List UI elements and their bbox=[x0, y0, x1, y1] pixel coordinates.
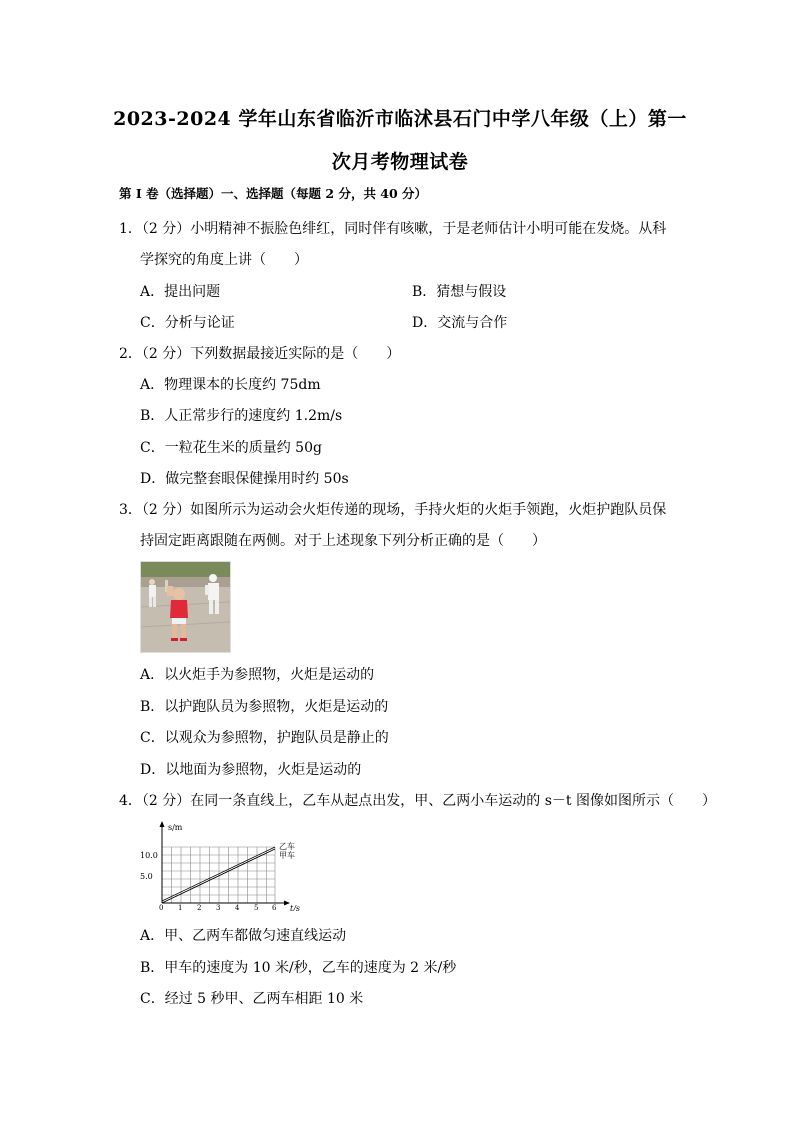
graph-xtick-4: 4 bbox=[235, 904, 240, 911]
graph-ylabel: s/m bbox=[168, 823, 183, 832]
question-4-stem: 4．（2 分）在同一条直线上，乙车从起点出发，甲、乙两小车运动的 s－t 图像如图所示（ ） bbox=[119, 793, 716, 809]
graph-xtick-3: 3 bbox=[216, 904, 221, 911]
torch-relay-photo bbox=[140, 561, 231, 653]
question-3-option-d: D．以地面为参照物，火炬是运动的 bbox=[140, 762, 362, 778]
question-1-option-d: D．交流与合作 bbox=[412, 315, 508, 331]
question-4-option-c: C．经过 5 秒甲、乙两车相距 10 米 bbox=[140, 991, 364, 1007]
graph-xlabel: t/s bbox=[290, 904, 301, 911]
exam-title-line2: 次月考物理试卷 bbox=[331, 151, 469, 173]
graph-xtick-5: 5 bbox=[254, 904, 259, 911]
graph-line-label-jia: 甲车 bbox=[279, 851, 295, 860]
section-heading: 第 I 卷（选择题）一、选择题（每题 2 分，共 40 分） bbox=[119, 186, 428, 201]
question-1-option-a: A．提出问题 bbox=[140, 284, 221, 300]
question-3-stem-cont: 持固定距离跟随在两侧。对于上述现象下列分析正确的是（ ） bbox=[140, 533, 546, 549]
graph-xtick-2: 2 bbox=[197, 904, 202, 911]
question-1-stem: 1．（2 分）小明精神不振脸色绯红，同时伴有咳嗽，于是老师估计小明可能在发烧。从科 bbox=[119, 221, 667, 237]
graph-ytick-5: 5.0 bbox=[140, 872, 153, 881]
question-2-option-d: D．做完整套眼保健操用时约 50s bbox=[140, 471, 349, 487]
question-1-stem-cont: 学探究的角度上讲（ ） bbox=[140, 252, 308, 268]
question-3-option-c: C．以观众为参照物，护跑队员是静止的 bbox=[140, 730, 389, 746]
question-2-option-c: C．一粒花生米的质量约 50g bbox=[140, 440, 322, 456]
graph-xtick-0: 0 bbox=[159, 904, 164, 911]
question-3-stem: 3．（2 分）如图所示为运动会火炬传递的现场，手持火炬的火炬手领跑，火炬护跑队员保 bbox=[119, 502, 667, 518]
question-3-option-a: A．以火炬手为参照物，火炬是运动的 bbox=[140, 667, 375, 683]
question-2-option-b: B．人正常步行的速度约 1.2m/s bbox=[140, 408, 343, 424]
question-1-option-c: C．分析与论证 bbox=[140, 315, 235, 331]
graph-ytick-10: 10.0 bbox=[140, 851, 158, 860]
question-1-option-b: B．猜想与假设 bbox=[412, 284, 507, 300]
exam-title-line1: 2023-2024 学年山东省临沂市临沭县石门中学八年级（上）第一 bbox=[113, 108, 687, 130]
graph-xtick-6: 6 bbox=[272, 904, 277, 911]
question-2-stem: 2．（2 分）下列数据最接近实际的是（ ） bbox=[119, 346, 401, 362]
question-3-option-b: B．以护跑队员为参照物，火炬是运动的 bbox=[140, 699, 389, 715]
question-4-option-b: B．甲车的速度为 10 米/秒，乙车的速度为 2 米/秒 bbox=[140, 960, 457, 976]
s-t-graph bbox=[140, 819, 310, 911]
graph-xtick-1: 1 bbox=[178, 904, 183, 911]
graph-line-label-yi: 乙车 bbox=[279, 842, 295, 851]
question-4-option-a: A．甲、乙两车都做匀速直线运动 bbox=[140, 928, 347, 944]
question-2-option-a: A．物理课本的长度约 75dm bbox=[140, 377, 321, 393]
